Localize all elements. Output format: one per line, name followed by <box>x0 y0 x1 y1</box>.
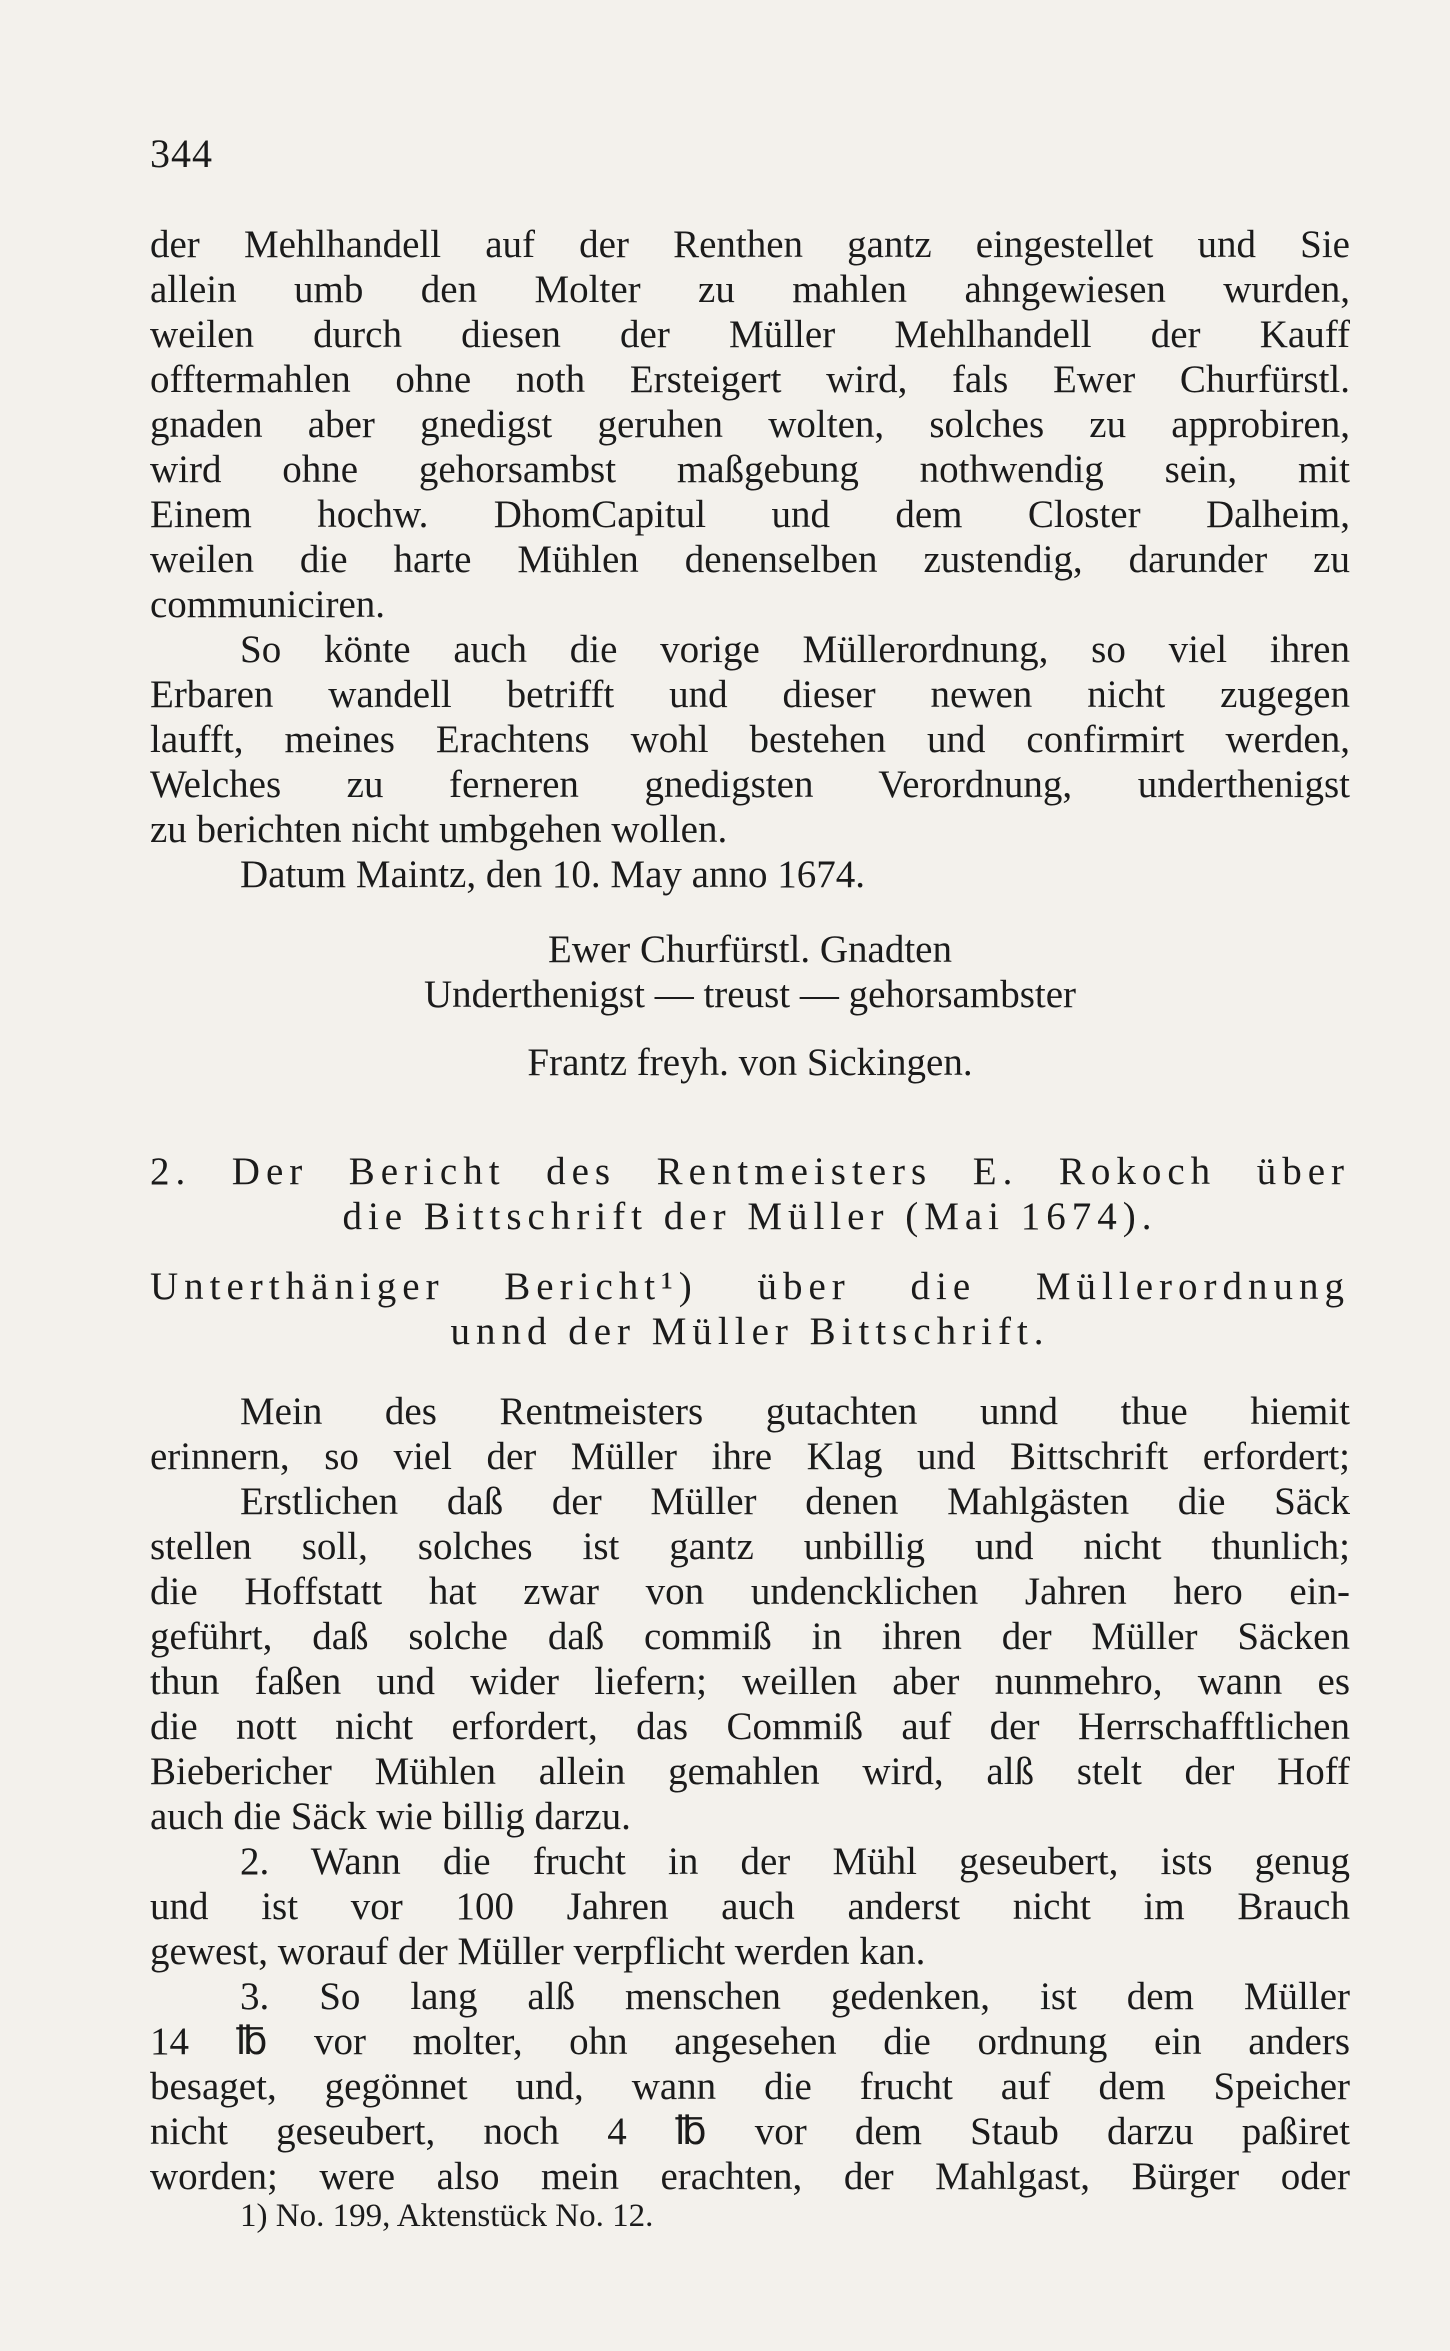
section-heading: die Bittschrift der Müller (Mai 1674). <box>342 1195 1158 1238</box>
text-line: erinnern, so viel der Müller ihre Klag und Bittschrift erfordert; <box>150 1435 1350 1478</box>
text-line: weilen durch diesen der Müller Mehlhandell der Kauff <box>150 313 1350 356</box>
text-line: Erbaren wandell betrifft und dieser newen nicht zugegen <box>150 673 1350 716</box>
closing-phrase: Underthenigst — treust — gehorsambster <box>423 973 1077 1016</box>
text-line: 3. So lang alß menschen gedenken, ist dem Müller <box>240 1975 1350 2018</box>
text-line: gewest, worauf der Müller verpflicht werden kan. <box>150 1930 926 1973</box>
page-number: 344 <box>150 131 213 176</box>
text-line: offtermahlen ohne noth Ersteigert wird, fals Ewer Churfürstl. <box>150 358 1350 401</box>
text-line: besaget, gegönnet und, wann die frucht auf dem Speicher <box>150 2065 1350 2108</box>
document-page <box>150 130 1350 2230</box>
text-line: Mein des Rentmeisters gutachten unnd thue hiemit <box>240 1390 1350 1433</box>
text-line: thun faßen und wider liefern; weillen aber nunmehro, wann es <box>150 1660 1350 1703</box>
text-line: laufft, meines Erachtens wohl bestehen und confirmirt werden, <box>150 718 1350 761</box>
text-line: nicht geseubert, noch 4 ℔ vor dem Staub darzu paßiret <box>150 2110 1350 2153</box>
footnote: 1) No. 199, Aktenstück No. 12. <box>240 2198 654 2234</box>
report-title: unnd der Müller Bittschrift. <box>450 1310 1050 1353</box>
signature: Frantz freyh. von Sickingen. <box>527 1041 973 1084</box>
text-line: zu berichten nicht umbgehen wollen. <box>150 808 728 851</box>
text-line: So könte auch die vorige Müllerordnung, so viel ihren <box>240 628 1350 671</box>
text-line: die nott nicht erfordert, das Commiß auf der Herrschafftlichen <box>150 1705 1350 1748</box>
text-line: Biebericher Mühlen allein gemahlen wird, alß stelt der Hoff <box>150 1750 1350 1793</box>
text-line: 2. Wann die frucht in der Mühl geseubert, ists genug <box>240 1840 1350 1883</box>
text-line: communiciren. <box>150 583 386 626</box>
text-line: die Hoffstatt hat zwar von undencklichen Jahren hero ein- <box>150 1570 1350 1613</box>
text-line: Erstlichen daß der Müller denen Mahlgästen die Säck <box>240 1480 1350 1523</box>
text-line: und ist vor 100 Jahren auch anderst nicht im Brauch <box>150 1885 1350 1928</box>
text-line: wird ohne gehorsambst maßgebung nothwendig sein, mit <box>150 448 1350 491</box>
text-line: Welches zu ferneren gnedigsten Verordnung, underthenigst <box>150 763 1350 806</box>
text-line: 14 ℔ vor molter, ohn angesehen die ordnung ein anders <box>150 2020 1350 2063</box>
text-line: auch die Säck wie billig darzu. <box>150 1795 631 1838</box>
report-title: Unterthäniger Bericht¹) über die Müllerordnung <box>150 1265 1350 1308</box>
text-line: der Mehlhandell auf der Renthen gantz eingestellet und Sie <box>150 223 1350 266</box>
text-line: gnaden aber gnedigst geruhen wolten, solches zu approbiren, <box>150 403 1350 446</box>
text-line: Einem hochw. DhomCapitul und dem Closter Dalheim, <box>150 493 1350 536</box>
text-line: stellen soll, solches ist gantz unbillig und nicht thunlich; <box>150 1525 1350 1568</box>
text-line: worden; were also mein erachten, der Mahlgast, Bürger oder <box>150 2155 1350 2198</box>
text-line: geführt, daß solche daß commiß in ihren der Müller Säcken <box>150 1615 1350 1658</box>
date-line: Datum Maintz, den 10. May anno 1674. <box>240 853 865 896</box>
text-line: weilen die harte Mühlen denenselben zustendig, darunder zu <box>150 538 1350 581</box>
text-line: allein umb den Molter zu mahlen ahngewiesen wurden, <box>150 268 1350 311</box>
closing-salutation: Ewer Churfürstl. Gnadten <box>548 928 952 971</box>
section-heading: 2. Der Bericht des Rentmeisters E. Rokoch über <box>150 1150 1350 1193</box>
